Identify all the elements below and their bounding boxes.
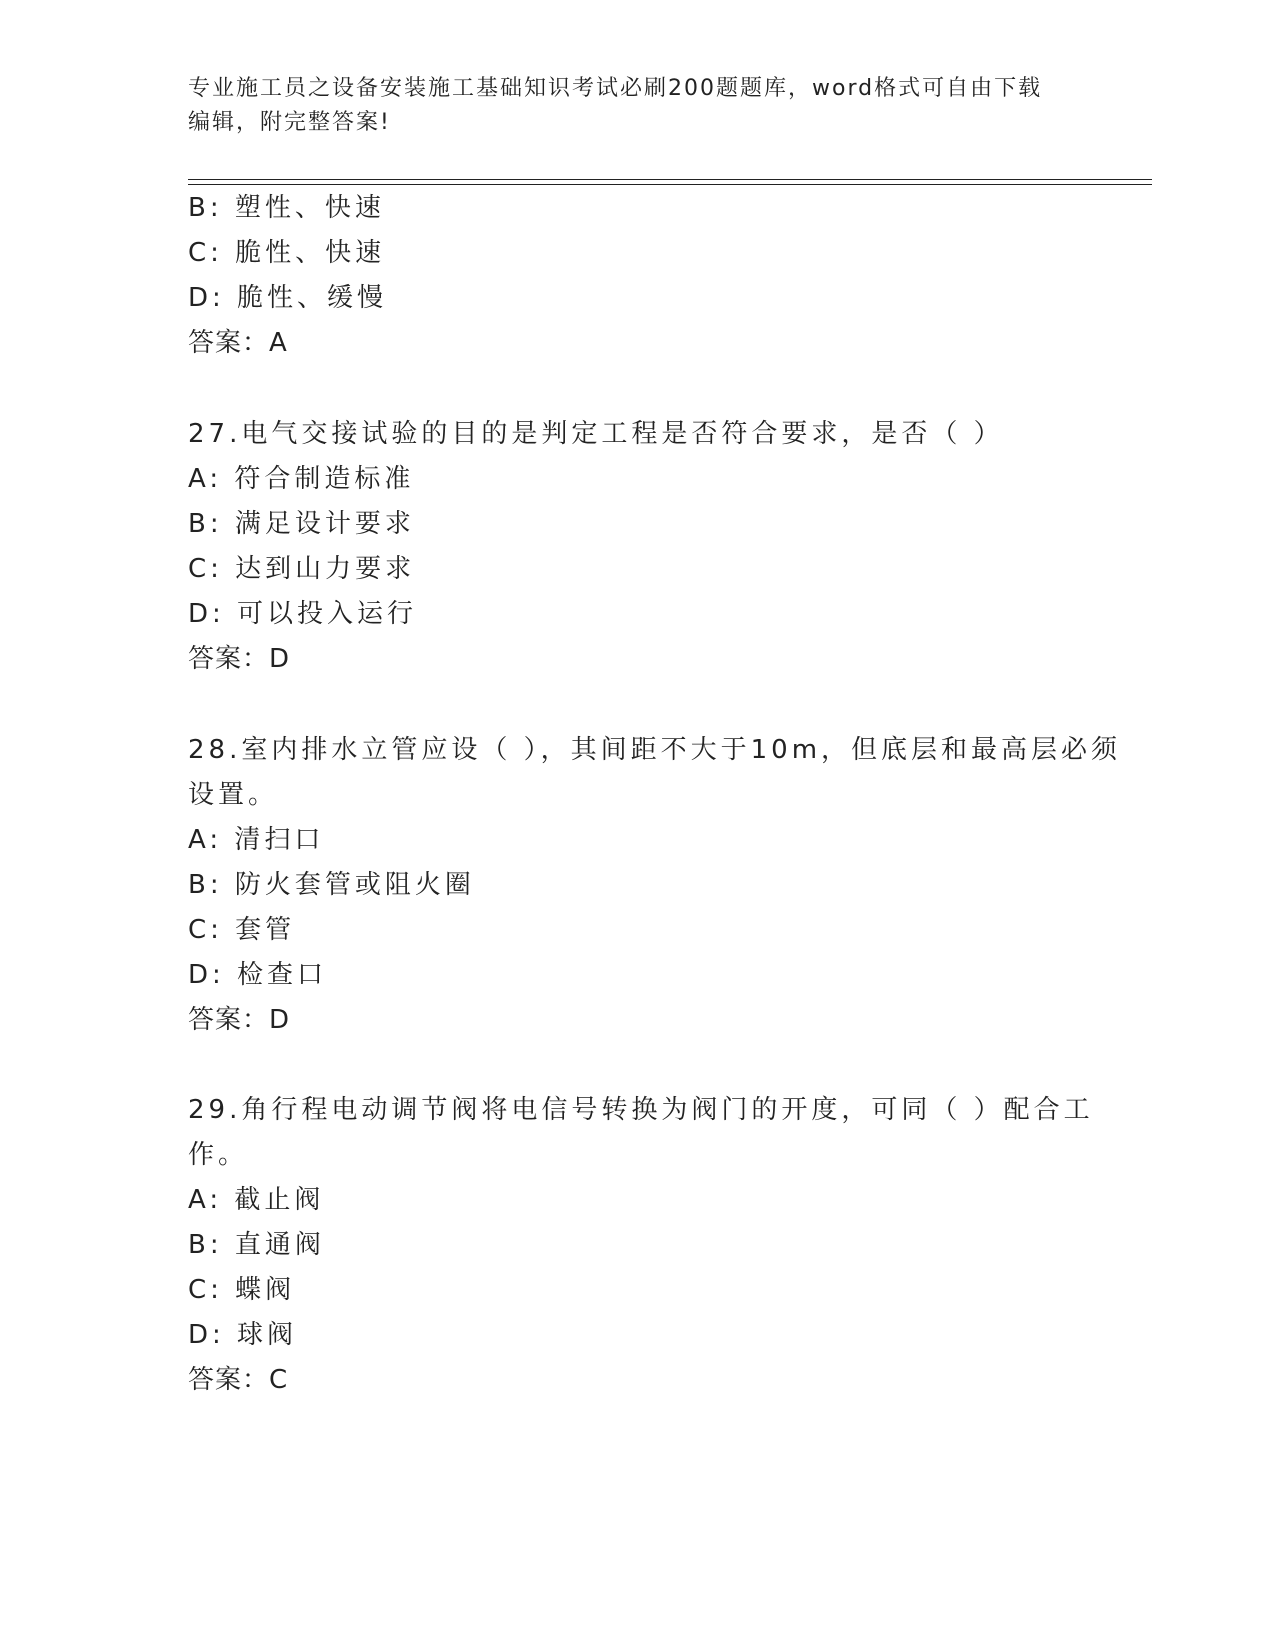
q29-option-b: B: 直通阀 (188, 1230, 325, 1260)
q27-option-a: A: 符合制造标准 (188, 464, 415, 494)
header-title-line-2: 编辑，附完整答案! (188, 110, 391, 135)
q27-answer: 答案：D (188, 644, 291, 674)
q27-option-c: C: 达到山力要求 (188, 554, 416, 584)
q29-answer: 答案：C (188, 1365, 289, 1395)
q27-stem: 27.电气交接试验的目的是判定工程是否符合要求，是否（ ） (188, 419, 1004, 449)
q28-option-d: D: 检查口 (188, 960, 328, 990)
header-rule-top (188, 179, 1152, 180)
prev-answer: 答案：A (188, 328, 288, 358)
q27-option-b: B: 满足设计要求 (188, 509, 415, 539)
q29-stem-line-1: 29.角行程电动调节阀将电信号转换为阀门的开度，可同（ ）配合工 (188, 1095, 1094, 1125)
prev-option-b: B: 塑性、快速 (188, 193, 385, 223)
q28-stem-line-1: 28.室内排水立管应设（ ），其间距不大于10m，但底层和最高层必须 (188, 735, 1122, 765)
q27-option-d: D: 可以投入运行 (188, 599, 418, 629)
q28-option-a: A: 清扫口 (188, 825, 325, 855)
q29-stem-line-2: 作。 (188, 1140, 249, 1170)
q29-option-a: A: 截止阀 (188, 1185, 325, 1215)
q28-option-b: B: 防火套管或阻火圈 (188, 870, 475, 900)
q29-option-d: D: 球阀 (188, 1320, 298, 1350)
prev-option-c: C: 脆性、快速 (188, 238, 386, 268)
header-title-line-1: 专业施工员之设备安装施工基础知识考试必刷200题题库，word格式可自由下载 (188, 76, 1043, 101)
q29-option-c: C: 蝶阀 (188, 1275, 296, 1305)
prev-option-d: D: 脆性、缓慢 (188, 283, 388, 313)
q28-stem-line-2: 设置。 (188, 780, 279, 810)
header-rule-bottom (188, 184, 1152, 185)
q28-answer: 答案：D (188, 1005, 291, 1035)
document-header (188, 72, 1088, 140)
q28-option-c: C: 套管 (188, 915, 296, 945)
